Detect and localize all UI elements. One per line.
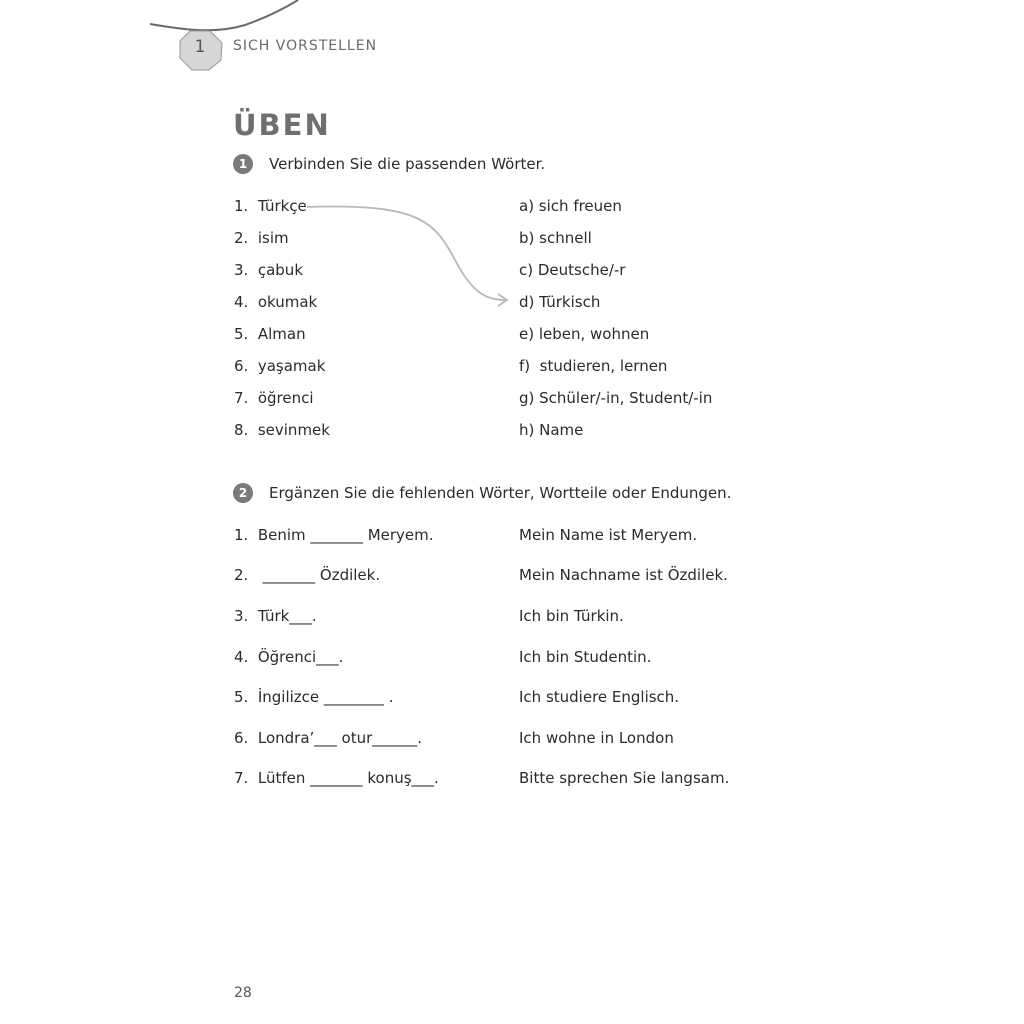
ex1-right-item: b) schnell	[519, 229, 592, 247]
ex1-right-item: e) leben, wohnen	[519, 325, 650, 343]
ex1-left-item: 5. Alman	[234, 325, 306, 343]
exercise-2-heading	[233, 483, 731, 503]
ex2-left-item: 2. _______ Özdilek.	[234, 566, 381, 584]
ex1-left-item: 1. Türkçe	[234, 197, 307, 215]
ex2-right-item: Ich bin Studentin.	[519, 648, 652, 666]
ex2-right-item: Mein Name ist Meryem.	[519, 526, 698, 544]
ex1-right-item: g) Schüler/-in, Student/-in	[519, 389, 713, 407]
ex1-left-item: 6. yaşamak	[234, 357, 326, 375]
ex2-right-item: Ich wohne in London	[519, 729, 674, 747]
example-connector-arrow	[0, 0, 1024, 320]
ex2-right-item: Bitte sprechen Sie langsam.	[519, 769, 730, 787]
exercise-1-number-badge: 1	[233, 154, 253, 174]
ex2-right-item: Ich bin Türkin.	[519, 607, 624, 625]
ex2-right-item: Ich studiere Englisch.	[519, 688, 680, 706]
ex1-right-item: h) Name	[519, 421, 584, 439]
exercise-2-instruction: Ergänzen Sie die fehlenden Wörter, Wortteile oder Endungen.	[269, 484, 732, 502]
ex2-left-item: 7. Lütfen _______ konuş___.	[234, 769, 439, 787]
ex1-left-item: 8. sevinmek	[234, 421, 330, 439]
ex1-left-item: 2. isim	[234, 229, 289, 247]
chapter-title: SICH VORSTELLEN	[233, 38, 378, 54]
ex1-right-item: f) studieren, lernen	[519, 357, 668, 375]
ex2-left-item: 4. Öğrenci___.	[234, 648, 344, 666]
ex1-left-item: 3. çabuk	[234, 261, 304, 279]
ex1-right-item: a) sich freuen	[519, 197, 622, 215]
ex2-left-item: 5. İngilizce ________ .	[234, 688, 394, 706]
ex2-left-item: 6. Londra’___ otur______.	[234, 729, 423, 747]
ex1-left-item: 7. öğrenci	[234, 389, 314, 407]
ex2-right-item: Mein Nachname ist Özdilek.	[519, 566, 728, 584]
chapter-number: 1	[194, 37, 206, 57]
ex1-left-item: 4. okumak	[234, 293, 318, 311]
ex2-left-item: 3. Türk___.	[234, 607, 317, 625]
ex1-right-item: c) Deutsche/-r	[519, 261, 626, 279]
section-title: ÜBEN	[233, 108, 331, 142]
page-number: 28	[234, 985, 252, 1001]
exercise-2-number-badge: 2	[233, 483, 253, 503]
ex1-right-item: d) Türkisch	[519, 293, 601, 311]
ex2-left-item: 1. Benim _______ Meryem.	[234, 526, 434, 544]
exercise-1-instruction: Verbinden Sie die passenden Wörter.	[269, 155, 546, 173]
